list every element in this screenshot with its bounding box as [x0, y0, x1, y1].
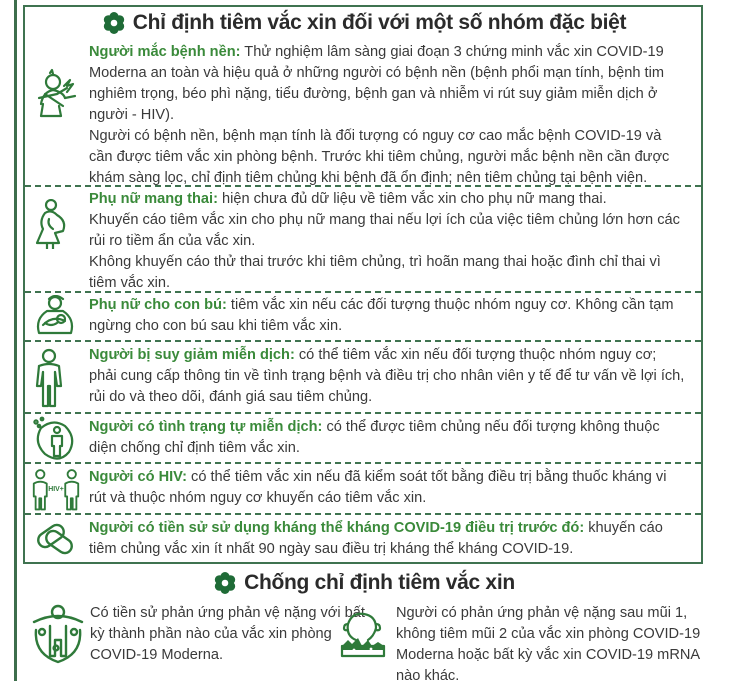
allergic-reaction-body-icon [30, 604, 86, 664]
pregnant-woman-icon [31, 199, 81, 249]
row-label: Người có tiền sử sử dụng kháng thể kháng COVID-19 điều trị trước đó: [89, 520, 585, 536]
indication-row-autoimmune [25, 414, 701, 464]
flower-icon [214, 572, 236, 594]
row-label: Người có tình trạng tự miễn dịch: [89, 419, 323, 435]
flower-icon [103, 12, 125, 34]
contraindications-title-text: Chống chỉ định tiêm vắc xin [244, 571, 515, 594]
contraindication-text-2: Người có phản ứng phản vệ nặng sau mũi 1, không tiêm mũi 2 của vắc xin phòng COVID-19 Moderna hoặc bất kỳ vắc xin COVID-19 mRNA nào khác. [396, 605, 701, 684]
row-text: có thể tiêm vắc xin nếu đối tượng thuộc nhóm nguy cơ; phải cung cấp thông tin về tình trạng bệnh và điều trị cho nhân viên y tế để tư vấn về lợi ích, rủi do và theo dõi, đánh giá sau tiêm chủng. [89, 347, 685, 405]
indication-row-antibody-history [25, 515, 701, 563]
row-label: Người bị suy giảm miễn dịch: [89, 347, 295, 363]
row-label: Phụ nữ mang thai: [89, 191, 218, 207]
row-label: Người mắc bệnh nền: [89, 44, 241, 60]
indication-row-pregnant [25, 187, 701, 293]
row-label: Người có HIV: [89, 469, 187, 485]
row-extra-text: Khuyến cáo tiêm vắc xin cho phụ nữ mang thai nếu lợi ích của việc tiêm chủng lớn hơn các rủi ro tiềm ẩn của vắc xin. [89, 212, 680, 249]
autoimmune-person-icon [31, 416, 81, 462]
contraindications-title [0, 568, 729, 598]
severe-reaction-head-icon [338, 610, 388, 660]
indication-row-hiv [25, 464, 701, 515]
row-text: có thể tiêm vắc xin nếu đã kiểm soát tốt bằng điều trị bằng thuốc kháng vi rút và thuộc nhóm nguy cơ khuyến cáo tiêm vắc xin. [89, 469, 667, 506]
immunocompromised-person-icon [31, 348, 81, 410]
breastfeeding-woman-icon [31, 295, 81, 339]
row-text: Thử nghiệm lâm sàng giai đoạn 3 chứng minh vắc xin COVID-19 Moderna an toàn và hiệu quả ở những người có bệnh nền (bệnh phổi mạn tính, bệnh tim nghiêm trọng, béo phì nặng, tiểu đường, bệnh gan và nhiễm vi rút suy giảm miễn dịch ở người - HIV). [89, 44, 664, 123]
hiv-persons-icon [31, 467, 81, 513]
indication-row-chronic-illness [25, 40, 701, 187]
row-extra-text: Người có bệnh nền, bệnh mạn tính là đối tượng có nguy cơ cao mắc bệnh COVID-19 và cần được tiêm vắc xin phòng bệnh. Trước khi tiêm chủng, người mắc bệnh nền cần được khám sàng lọc, chỉ định tiêm chủng khi bệnh đã ổn định; nên tiêm chủng tại bệnh viện. [89, 128, 670, 186]
row-extra-text-2: Không khuyến cáo thử thai trước khi tiêm chủng, trì hoãn mang thai hoặc đình chỉ thai vì tiêm vắc xin. [89, 254, 661, 291]
indications-title-text: Chỉ định tiêm vắc xin đối với một số nhóm đặc biệt [132, 11, 627, 34]
row-text: tiêm vắc xin nếu các đối tượng thuộc nhóm nguy cơ. Không cần tạm ngừng cho con bú sau khi tiêm vắc xin. [89, 297, 674, 334]
row-text: có thể được tiêm chủng nếu đối tượng không thuộc diện chống chỉ định tiêm vắc xin. [89, 419, 660, 456]
pills-icon [31, 519, 81, 559]
row-label: Phụ nữ cho con bú: [89, 297, 227, 313]
contraindication-text-1: Có tiền sử phản ứng phản vệ nặng với bất kỳ thành phần nào của vắc xin phòng COVID-19 Moderna. [90, 605, 365, 663]
person-chronic-illness-icon [31, 68, 81, 118]
row-text: khuyến cáo tiêm chủng vắc xin ít nhất 90 ngày sau điều trị kháng thể kháng COVID-19. [89, 520, 663, 557]
indications-title [0, 8, 729, 38]
row-text: hiện chưa đủ dữ liệu về tiêm vắc xin cho phụ nữ mang thai. [217, 191, 607, 207]
indication-row-breastfeeding [25, 293, 701, 342]
svg-text:HIV+: HIV+ [48, 485, 64, 493]
indication-row-immunocompromised [25, 342, 701, 414]
